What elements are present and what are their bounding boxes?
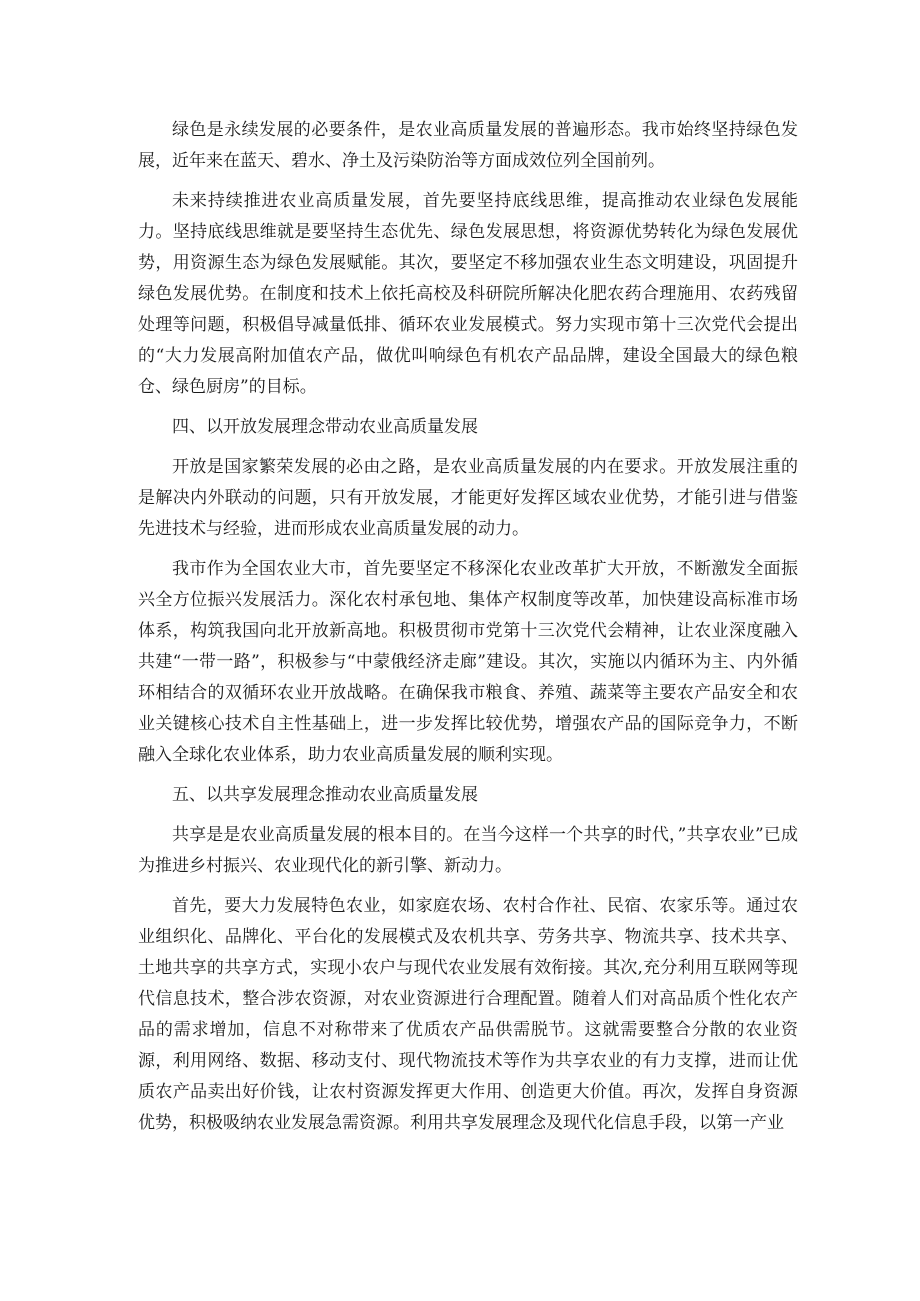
paragraph-share-measures: 首先，要大力发展特色农业，如家庭农场、农村合作社、民宿、农家乐等。通过农业组织化、品牌化、平台化的发展模式及农机共享、劳务共享、物流共享、技术共享、土地共享的共享方式，实现小农户与现代农业发展有效衔接。其次,充分利用互联网等现代信息技术，整合涉农资源，对农业资源进行合理配置。随着人们对高品质个性化农产品的需求增加，信息不对称带来了优质农产品供需脱节。这就需要整合分散的农业资源，利用网络、数据、移动支付、现代物流技术等作为共享农业的有力支撑，进而让优质农产品卖出好价钱，让农村资源发挥更大作用、创造更大价值。再次，发挥自身资源优势，积极吸纳农业发展急需资源。利用共享发展理念及现代化信息手段，以第一产业 xyxy=(138,896,798,1133)
section-heading-open: 四、以开放发展理念带动农业高质量发展 xyxy=(172,417,478,437)
paragraph-open-intro: 开放是国家繁荣发展的必由之路，是农业高质量发展的内在要求。开放发展注重的是解决内外联动的问题，只有开放发展，才能更好发挥区域农业优势，才能引进与借鉴先进技术与经验，进而形成农业高质量发展的动力。 xyxy=(138,457,798,539)
section-heading-share: 五、以共享发展理念推动农业高质量发展 xyxy=(172,785,478,805)
document-body xyxy=(138,115,798,1148)
paragraph-share-intro: 共享是是农业高质量发展的根本目的。在当今这样一个共享的时代，”共享农业”已成为推进乡村振兴、农业现代化的新引擎、新动力。 xyxy=(138,825,798,876)
paragraph-open-measures: 我市作为全国农业大市，首先要坚定不移深化农业改革扩大开放，不断激发全面振兴全方位振兴发展活力。深化农村承包地、集体产权制度等改革，加快建设高标准市场体系，构筑我国向北开放新高地。积极贯彻市党第十三次党代会精神，让农业深度融入共建“一带一路”，积极参与“中蒙俄经济走廊”建设。其次，实施以内循环为主、内外循环相结合的双循环农业开放战略。在确保我市粮食、养殖、蔬菜等主要农产品安全和农业关键核心技术自主性基础上，进一步发挥比较优势，增强农产品的国际竞争力，不断融入全球化农业体系，助力农业高质量发展的顺利实现。 xyxy=(138,559,798,765)
paragraph-green-future: 未来持续推进农业高质量发展，首先要坚持底线思维，提高推动农业绿色发展能力。坚持底线思维就是要坚持生态优先、绿色发展思想，将资源优势转化为绿色发展优势，用资源生态为绿色发展赋能。其次，要坚定不移加强农业生态文明建设，巩固提升绿色发展优势。在制度和技术上依托高校及科研院所解决化肥农药合理施用、农药残留处理等问题，积极倡导减量低排、循环农业发展模式。努力实现市第十三次党代会提出的“大力发展高附加值农产品，做优叫响绿色有机农产品品牌，建设全国最大的绿色粮仓、绿色厨房”的目标。 xyxy=(138,191,798,397)
paragraph-green-intro: 绿色是永续发展的必要条件，是农业高质量发展的普遍形态。我市始终坚持绿色发展，近年来在蓝天、碧水、净土及污染防治等方面成效位列全国前列。 xyxy=(138,120,798,171)
